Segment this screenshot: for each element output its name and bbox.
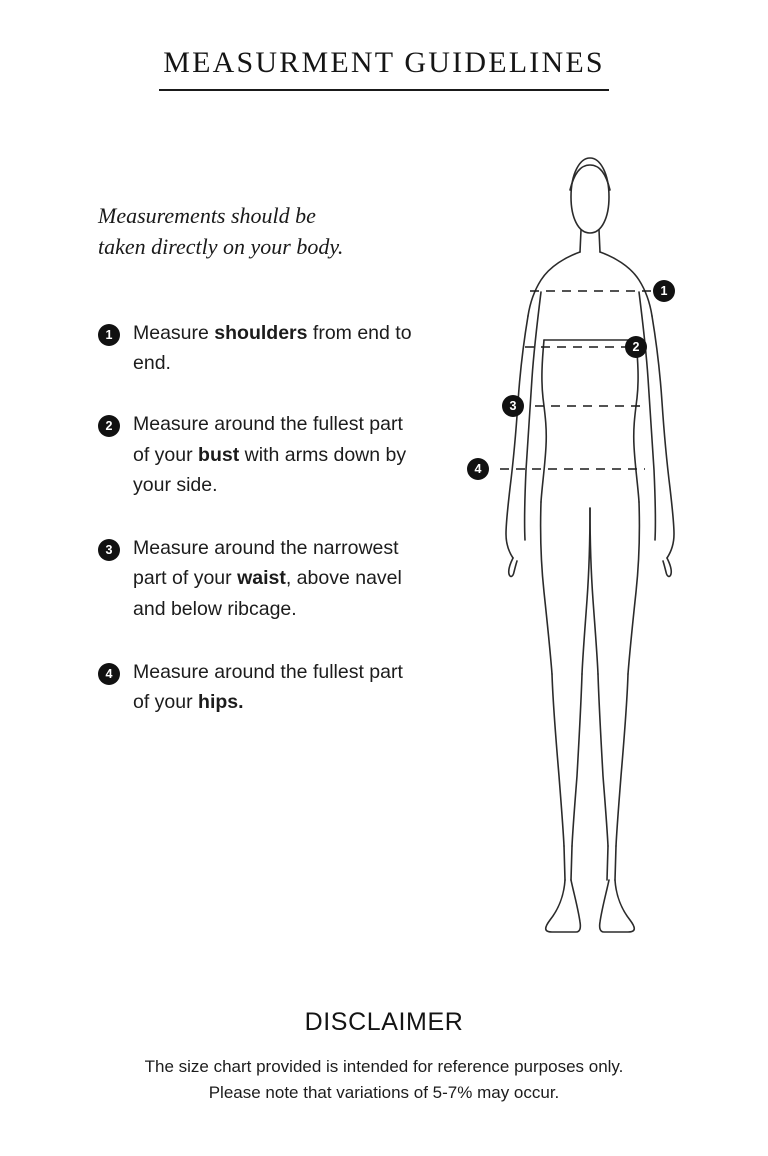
title-divider <box>159 89 609 91</box>
bust-marker: 2 <box>625 336 647 358</box>
step-number-badge-4: 4 <box>98 663 120 685</box>
step-text-2: Measure around the fullest part of your bust with arms down by your side. <box>133 413 407 496</box>
shoulders-marker: 1 <box>653 280 675 302</box>
list-item <box>98 533 438 624</box>
waist-marker: 3 <box>502 395 524 417</box>
step-number-badge-3: 3 <box>98 539 120 561</box>
step-number-badge-1: 1 <box>98 324 120 346</box>
step-text-1: Measure shoulders from end to end. <box>133 322 412 375</box>
disclaimer-line-1: The size chart provided is intended for reference purposes only. <box>144 1057 624 1076</box>
hips-marker: 4 <box>467 458 489 480</box>
list-item <box>98 657 438 717</box>
step-text-4: Measure around the fullest part of your hips. <box>133 660 403 713</box>
step-text-3: Measure around the narrowest part of your waist, above navel and below ribcage. <box>133 537 402 620</box>
intro-text <box>98 200 428 262</box>
list-item <box>98 318 438 378</box>
page-title: MEASURMENT GUIDELINES <box>163 46 605 79</box>
disclaimer-line-2: Please note that variations of 5-7% may occur. <box>208 1083 560 1103</box>
page-title-block <box>0 46 768 91</box>
body-figure-diagram <box>440 140 740 960</box>
female-body-outline-icon <box>440 140 740 960</box>
list-item <box>98 409 438 500</box>
intro-line-2: taken directly on your body. <box>98 234 344 260</box>
step-number-badge-2: 2 <box>98 415 120 437</box>
measurement-steps-list <box>98 318 438 748</box>
intro-line-1: Measurements should be <box>98 203 316 228</box>
disclaimer-block <box>0 1008 768 1107</box>
disclaimer-title: DISCLAIMER <box>304 1008 464 1036</box>
